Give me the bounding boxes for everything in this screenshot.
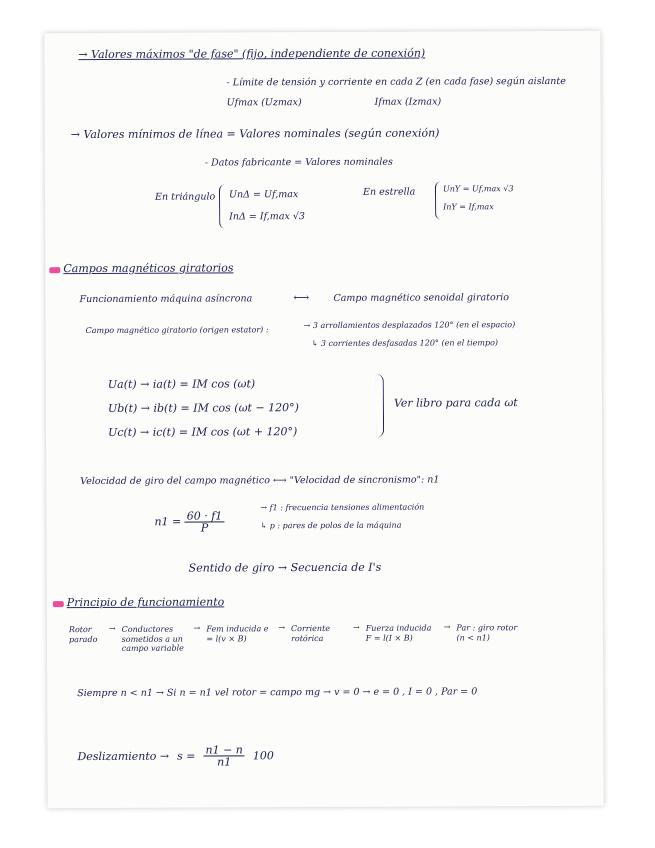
slip-s: s = <box>177 749 196 763</box>
section-highlight-mark-2 <box>53 601 64 607</box>
manufacturer-data: - Datos fabricante = Valores nominales <box>204 156 393 169</box>
section-highlight-mark <box>49 267 60 273</box>
rotation-direction: Sentido de giro → Secuencia de I's <box>188 560 382 575</box>
equation-c: Uc(t) → ic(t) = IM cos (ωt + 120°) <box>108 425 298 439</box>
n1-fraction <box>185 510 225 533</box>
heading-operating-principle: Principio de funcionamiento <box>66 595 225 610</box>
star-eq-2: InY = If,max <box>443 202 494 212</box>
triangle-label: En triángulo <box>155 191 216 203</box>
triangle-eq-2: InΔ = If,max √3 <box>229 211 305 223</box>
star-eq-1: UnY = Uf,max √3 <box>442 184 514 194</box>
triangle-brace <box>219 184 226 228</box>
uf-max: Ufmax (Uzmax) <box>226 97 302 109</box>
slip-formula <box>77 744 274 768</box>
heading-line-values: → Valores mínimos de línea = Valores nominales (según conexión) <box>70 126 440 142</box>
heading-rotating-fields: Campos magnéticos giratorios <box>63 261 234 276</box>
f1-definition: → f1 : frecuencia tensiones alimentación <box>260 502 425 513</box>
chain-step-6: Par : giro rotor (n < n1) <box>456 623 518 643</box>
heading-max-phase-values: → Valores máximos "de fase" (fijo, independiente de conexión) <box>78 46 426 62</box>
windings-note: → 3 arrollamientos desplazados 120° (en el espacio) <box>303 320 516 331</box>
n1-label: n1 = <box>154 515 182 529</box>
sync-speed-definition: Velocidad de giro del campo magnético ⟷ "Velocidad de sincronismo": n1 <box>80 474 440 488</box>
principle-chain <box>69 623 589 654</box>
chain-step-5: Fuerza inducida F = l(I × B) <box>365 623 432 643</box>
chain-arrow-1: → <box>108 623 116 633</box>
n1-denominator: P <box>200 521 209 535</box>
chain-step-3: Fem inducida e = l(v × B) <box>206 624 269 644</box>
slip-denominator: n1 <box>217 755 232 769</box>
equations-brace <box>376 374 384 438</box>
equation-b: Ub(t) → ib(t) = IM cos (ωt − 120°) <box>107 401 299 415</box>
chain-arrow-5: → <box>443 622 451 632</box>
chain-arrow-4: → <box>352 622 360 632</box>
limit-note: - Límite de tensión y corriente en cada Z (en cada fase) según aislante <box>226 75 566 89</box>
chain-step-1: Rotor parado <box>68 625 98 644</box>
rotating-field: Campo magnético senoidal giratorio <box>333 292 510 304</box>
slip-label: Deslizamiento → <box>77 749 170 764</box>
chain-arrow-3: → <box>278 623 286 633</box>
field-origin: Campo magnético giratorio (origen estator) : <box>85 325 269 336</box>
slip-factor: 100 <box>252 749 274 763</box>
star-label: En estrella <box>362 186 416 198</box>
chain-arrow-2: → <box>193 623 201 633</box>
chain-step-4: Corriente rotórica <box>291 623 331 643</box>
star-brace <box>435 181 442 219</box>
see-book-note: Ver libro para cada ωt <box>393 396 518 410</box>
currents-note: ↳ 3 corrientes desfasadas 120° (en el tiempo) <box>311 338 499 349</box>
always-condition: Siempre n < n1 → Si n = n1 vel rotor = campo mg → v = 0 → e = 0 , I = 0 , Par = 0 <box>77 686 478 700</box>
p-definition: ↳ p : pares de polos de la máquina <box>260 520 402 531</box>
n1-formula <box>154 510 224 533</box>
if-max: Ifmax (Izmax) <box>374 96 442 108</box>
slip-fraction <box>203 744 244 767</box>
slip-numerator: n1 − n <box>205 743 243 757</box>
chain-step-2: Conductores sometidos a un campo variable <box>121 624 184 654</box>
triangle-eq-1: UnΔ = Uf,max <box>228 189 299 201</box>
equivalence-arrow: ⟷ <box>293 291 310 305</box>
n1-numerator: 60 · f1 <box>186 509 223 523</box>
async-machine: Funcionamiento máquina asíncrona <box>79 293 253 306</box>
equation-a: Ua(t) → ia(t) = IM cos (ωt) <box>107 377 256 391</box>
notebook-page <box>44 31 603 808</box>
